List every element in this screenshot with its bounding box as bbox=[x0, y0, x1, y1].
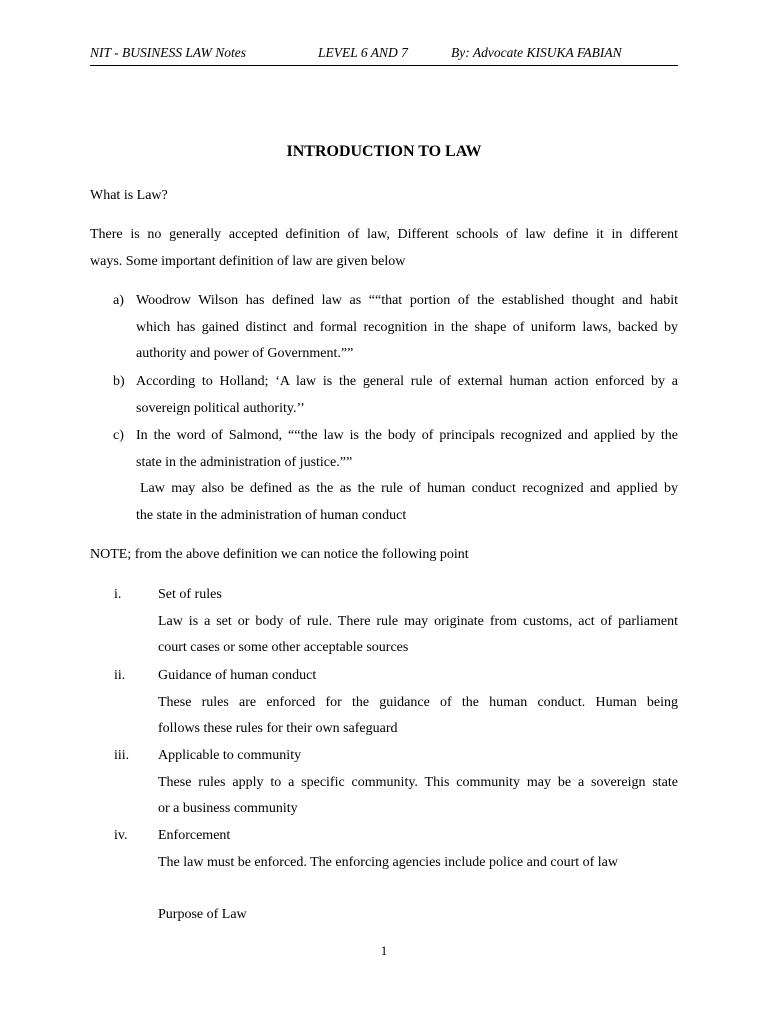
page-title: INTRODUCTION TO LAW bbox=[286, 143, 482, 160]
page-header bbox=[90, 45, 678, 66]
note-line: NOTE; from the above definition we can notice the following point bbox=[90, 547, 469, 562]
point-label: iv. bbox=[114, 828, 128, 843]
definition-line: sovereign political authority.’’ bbox=[136, 400, 305, 416]
question-heading: What is Law? bbox=[90, 188, 168, 203]
point-body bbox=[158, 823, 678, 876]
definition-label: a) bbox=[113, 293, 124, 308]
intro-line: There is no generally accepted definition of law, Different schools of law define it in different bbox=[90, 227, 678, 242]
header-author: By: Advocate KISUKA FABIAN bbox=[451, 45, 622, 60]
definition-text bbox=[136, 369, 678, 422]
header-level: LEVEL 6 AND 7 bbox=[318, 45, 408, 60]
definition-line: In the word of Salmond, ““the law is the body of principals recognized and applied by the bbox=[136, 428, 678, 443]
definition-line: According to Holland; ‘A law is the general rule of external human action enforced by a bbox=[136, 374, 678, 389]
section-heading-purpose: Purpose of Law bbox=[158, 907, 247, 922]
point-line: These rules apply to a specific community. This community may be a sovereign state bbox=[158, 774, 678, 790]
extra-definition-text bbox=[136, 476, 678, 529]
point-line: or a business community bbox=[158, 801, 298, 817]
point-label: ii. bbox=[114, 668, 126, 683]
definition-label: b) bbox=[113, 374, 125, 389]
point-label: i. bbox=[114, 587, 122, 602]
point-body bbox=[158, 663, 678, 743]
definition-line: Woodrow Wilson has defined law as ““that portion of the established thought and habit bbox=[136, 293, 678, 308]
header-course: NIT - BUSINESS LAW Notes bbox=[90, 45, 247, 60]
definition-text bbox=[136, 288, 678, 368]
definition-line: authority and power of Government.”” bbox=[136, 346, 354, 362]
point-line: Law is a set or body of rule. There rule may originate from customs, act of parliament bbox=[158, 613, 678, 629]
intro-line: ways. Some important definition of law are given below bbox=[90, 253, 406, 269]
point-heading: Set of rules bbox=[158, 587, 222, 602]
point-heading: Applicable to community bbox=[158, 748, 302, 763]
point-label: iii. bbox=[114, 748, 130, 763]
point-body bbox=[158, 743, 678, 823]
point-heading: Guidance of human conduct bbox=[158, 668, 317, 683]
definition-text bbox=[136, 423, 678, 476]
definition-line: state in the administration of justice.”” bbox=[136, 454, 353, 470]
point-line: These rules are enforced for the guidance of the human conduct. Human being bbox=[158, 694, 678, 710]
definition-label: c) bbox=[113, 428, 124, 443]
point-line: follows these rules for their own safeguard bbox=[158, 721, 398, 737]
intro-paragraph bbox=[90, 222, 678, 275]
extra-definition-line: the state in the administration of human conduct bbox=[136, 507, 407, 523]
point-body bbox=[158, 582, 678, 662]
extra-definition-line: Law may also be defined as the as the rule of human conduct recognized and applied by bbox=[140, 481, 678, 496]
definition-line: which has gained distinct and formal recognition in the shape of uniform laws, backed by bbox=[136, 319, 678, 335]
page-number: 1 bbox=[380, 943, 388, 958]
point-heading: Enforcement bbox=[158, 828, 231, 843]
point-line: court cases or some other acceptable sources bbox=[158, 640, 409, 656]
point-line: The law must be enforced. The enforcing agencies include police and court of law bbox=[158, 854, 619, 870]
